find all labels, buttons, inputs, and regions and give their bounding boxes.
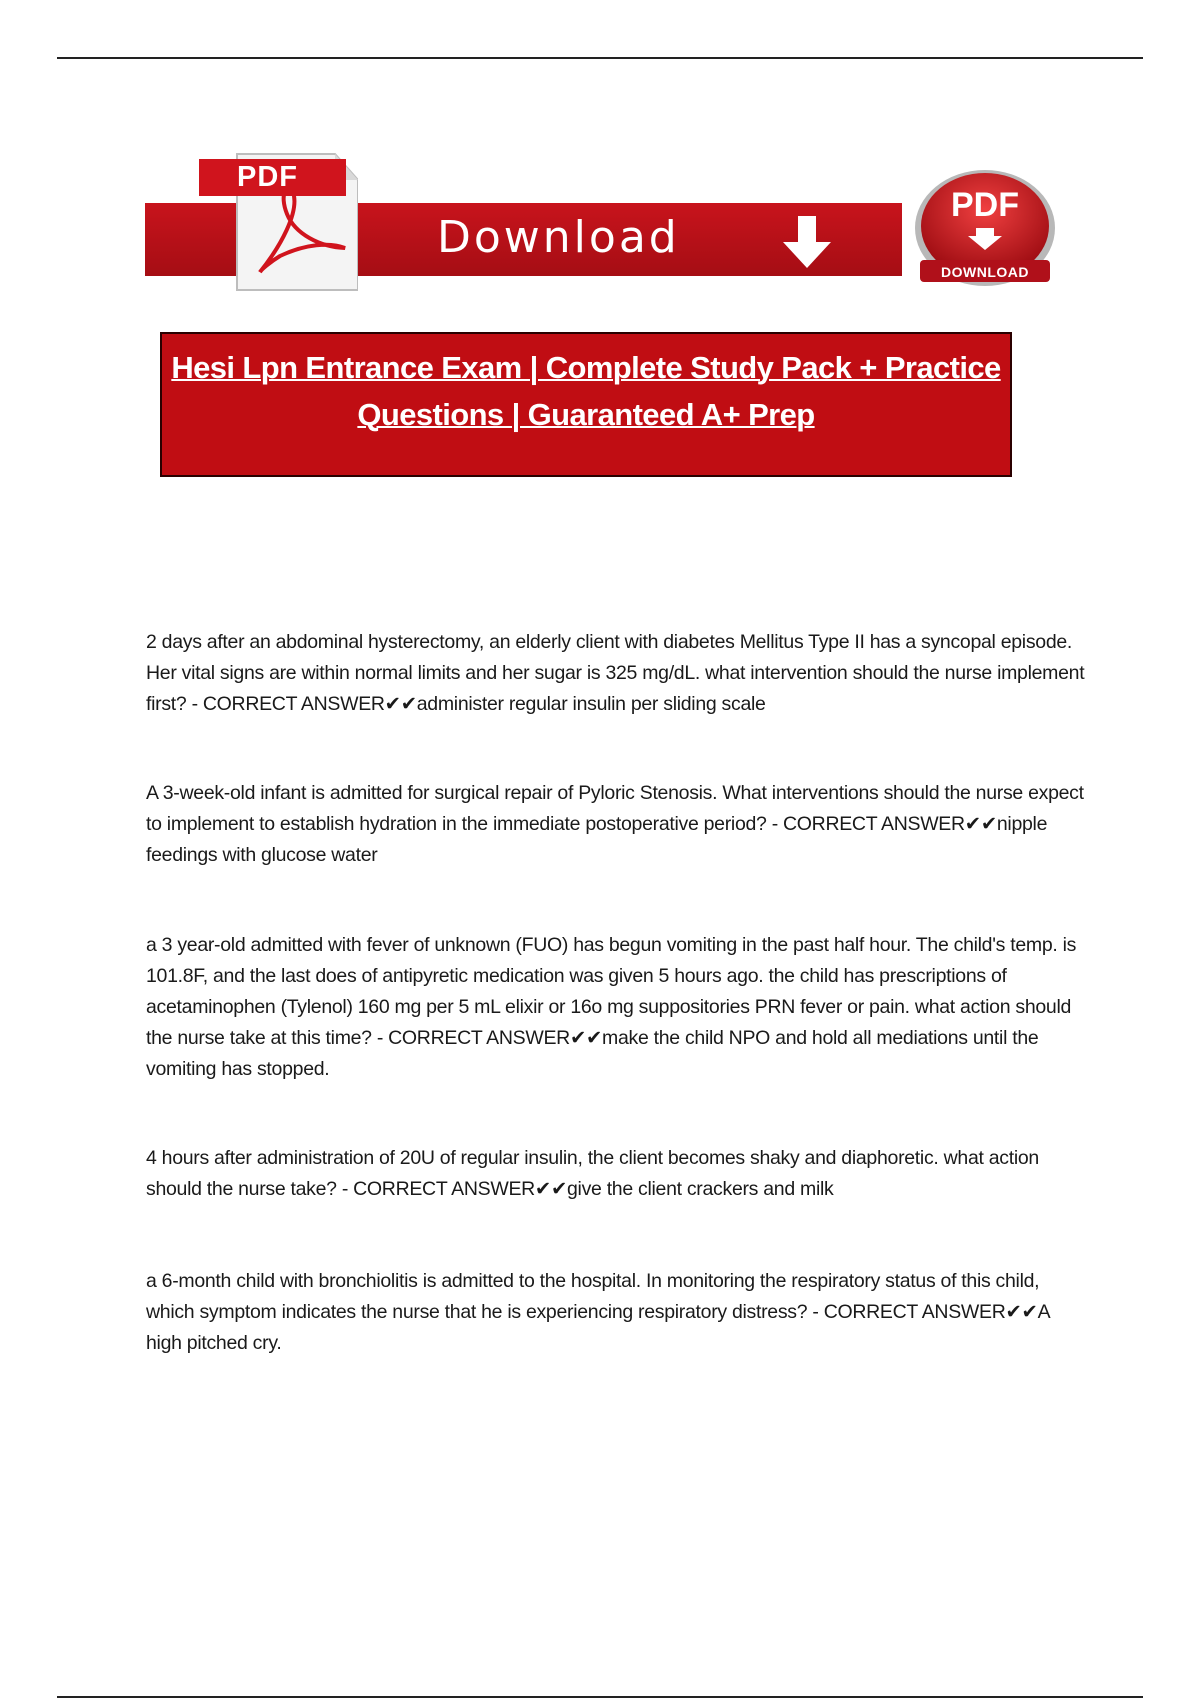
pdf-document-icon <box>195 152 358 291</box>
title-line-2[interactable]: Questions | Guaranteed A+ Prep <box>357 397 815 432</box>
download-arrow-icon <box>781 214 833 270</box>
title-line-1[interactable]: Hesi Lpn Entrance Exam | Complete Study Pack + Practice <box>171 350 1001 385</box>
qa-item-5: a 6-month child with bronchiolitis is admitted to the hospital. In monitoring the respiratory status of this child, which symptom indicates the nurse that he is experiencing respiratory distress? - CORRECT ANSWER✔✔A high pitched cry. <box>146 1270 1050 1354</box>
bottom-rule <box>57 1696 1143 1698</box>
pdf-tab-label: PDF <box>199 159 346 196</box>
pdf-download-badge[interactable] <box>910 168 1060 288</box>
download-banner[interactable] <box>145 150 1065 295</box>
badge-download-label: DOWNLOAD <box>941 264 1029 280</box>
top-rule <box>57 57 1143 59</box>
title-box <box>160 332 1012 477</box>
qa-item-4: 4 hours after administration of 20U of regular insulin, the client becomes shaky and diaphoretic. what action should the nurse take? - CORRECT ANSWER✔✔give the client crackers and milk <box>146 1147 1039 1200</box>
qa-item-2: A 3-week-old infant is admitted for surgical repair of Pyloric Stenosis. What interventions should the nurse expect to implement to establish hydration in the immediate postoperative period? - CORRECT ANSWER✔✔nipple feedings with glucose water <box>146 782 1084 866</box>
qa-item-1: 2 days after an abdominal hysterectomy, an elderly client with diabetes Mellitus Type II has a syncopal episode. Her vital signs are within normal limits and her sugar is 325 mg/dL. what intervention should the nurse implement first? - CORRECT ANSWER✔✔administer regular insulin per sliding scale <box>146 631 1085 715</box>
qa-item-3: a 3 year-old admitted with fever of unknown (FUO) has begun vomiting in the past half hour. The child's temp. is 101.8F, and the last does of antipyretic medication was given 5 hours ago. the child has prescriptions of acetaminophen (Tylenol) 160 mg per 5 mL elixir or 16o mg suppositories PRN fever or pain. what action should the nurse take at this time? - CORRECT ANSWER✔✔make the child NPO and hold all mediations until the vomiting has stopped. <box>146 934 1077 1080</box>
badge-pdf-label: PDF <box>951 186 1019 224</box>
download-label: Download <box>437 212 680 263</box>
